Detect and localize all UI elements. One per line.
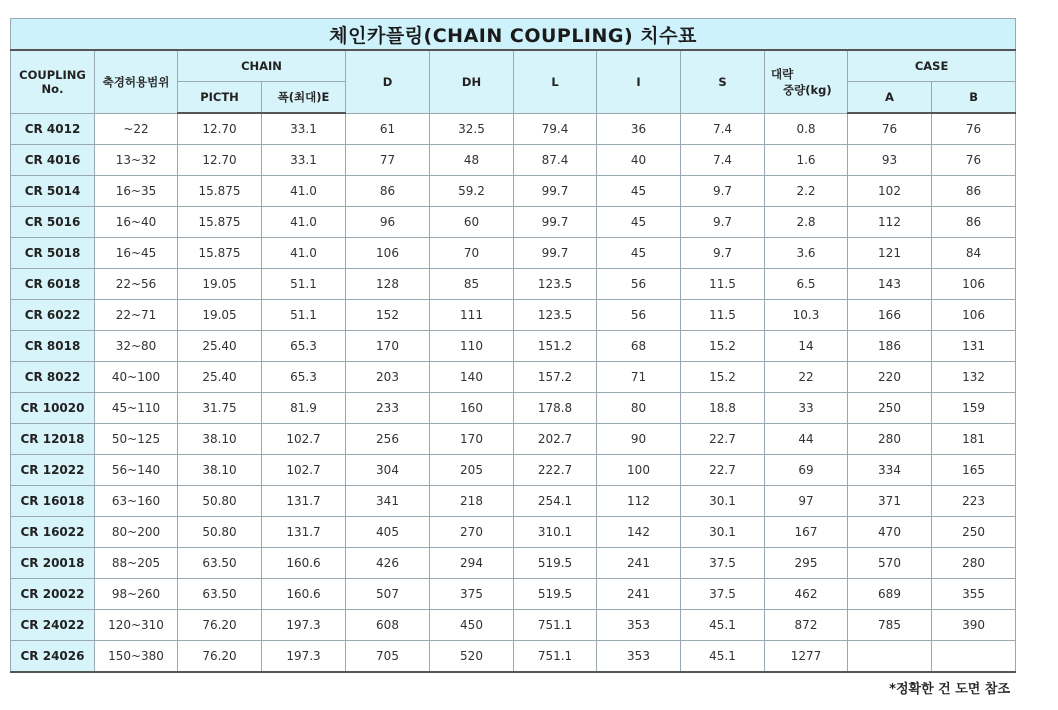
cell-pitch: 15.875 bbox=[178, 207, 262, 238]
cell-d: 256 bbox=[346, 424, 430, 455]
cell-b bbox=[932, 641, 1016, 673]
cell-s: 9.7 bbox=[681, 207, 765, 238]
header-width: 폭(최대)E bbox=[262, 82, 346, 114]
cell-d: 152 bbox=[346, 300, 430, 331]
cell-d: 507 bbox=[346, 579, 430, 610]
table-row bbox=[11, 269, 1016, 300]
cell-weight: 2.2 bbox=[765, 176, 848, 207]
cell-pitch: 76.20 bbox=[178, 610, 262, 641]
cell-a: 93 bbox=[848, 145, 932, 176]
header-case: CASE bbox=[848, 50, 1016, 82]
cell-dh: 140 bbox=[430, 362, 514, 393]
cell-weight: 97 bbox=[765, 486, 848, 517]
cell-width: 160.6 bbox=[262, 548, 346, 579]
cell-width: 197.3 bbox=[262, 641, 346, 673]
cell-l: 99.7 bbox=[514, 238, 597, 269]
cell-no: CR 5016 bbox=[11, 207, 95, 238]
cell-no: CR 4016 bbox=[11, 145, 95, 176]
cell-no: CR 24026 bbox=[11, 641, 95, 673]
cell-no: CR 8022 bbox=[11, 362, 95, 393]
cell-s: 22.7 bbox=[681, 424, 765, 455]
header-d: D bbox=[346, 50, 430, 113]
cell-b: 106 bbox=[932, 269, 1016, 300]
cell-l: 254.1 bbox=[514, 486, 597, 517]
cell-d: 608 bbox=[346, 610, 430, 641]
cell-l: 751.1 bbox=[514, 610, 597, 641]
cell-i: 353 bbox=[597, 610, 681, 641]
cell-dh: 48 bbox=[430, 145, 514, 176]
table-row bbox=[11, 579, 1016, 610]
cell-a: 112 bbox=[848, 207, 932, 238]
cell-a: 470 bbox=[848, 517, 932, 548]
cell-no: CR 6018 bbox=[11, 269, 95, 300]
cell-d: 405 bbox=[346, 517, 430, 548]
cell-no: CR 12022 bbox=[11, 455, 95, 486]
cell-range: 50~125 bbox=[95, 424, 178, 455]
footnote: *정확한 건 도면 참조 bbox=[889, 682, 1010, 697]
cell-i: 100 bbox=[597, 455, 681, 486]
dimension-sheet bbox=[10, 18, 1015, 673]
cell-s: 22.7 bbox=[681, 455, 765, 486]
cell-dh: 32.5 bbox=[430, 113, 514, 145]
cell-a: 334 bbox=[848, 455, 932, 486]
cell-i: 36 bbox=[597, 113, 681, 145]
cell-dh: 218 bbox=[430, 486, 514, 517]
table-row bbox=[11, 331, 1016, 362]
cell-b: 250 bbox=[932, 517, 1016, 548]
cell-a bbox=[848, 641, 932, 673]
cell-l: 519.5 bbox=[514, 548, 597, 579]
cell-weight: 462 bbox=[765, 579, 848, 610]
cell-dh: 160 bbox=[430, 393, 514, 424]
table-row bbox=[11, 176, 1016, 207]
cell-range: 13~32 bbox=[95, 145, 178, 176]
cell-pitch: 31.75 bbox=[178, 393, 262, 424]
cell-weight: 6.5 bbox=[765, 269, 848, 300]
cell-d: 233 bbox=[346, 393, 430, 424]
cell-pitch: 15.875 bbox=[178, 238, 262, 269]
cell-width: 41.0 bbox=[262, 176, 346, 207]
cell-a: 371 bbox=[848, 486, 932, 517]
cell-pitch: 19.05 bbox=[178, 300, 262, 331]
header-chain: CHAIN bbox=[178, 50, 346, 82]
cell-i: 112 bbox=[597, 486, 681, 517]
cell-no: CR 8018 bbox=[11, 331, 95, 362]
cell-width: 41.0 bbox=[262, 207, 346, 238]
cell-dh: 375 bbox=[430, 579, 514, 610]
cell-weight: 872 bbox=[765, 610, 848, 641]
cell-weight: 3.6 bbox=[765, 238, 848, 269]
cell-s: 11.5 bbox=[681, 300, 765, 331]
cell-l: 202.7 bbox=[514, 424, 597, 455]
cell-l: 151.2 bbox=[514, 331, 597, 362]
cell-width: 197.3 bbox=[262, 610, 346, 641]
cell-l: 79.4 bbox=[514, 113, 597, 145]
cell-no: CR 16022 bbox=[11, 517, 95, 548]
cell-l: 157.2 bbox=[514, 362, 597, 393]
cell-d: 86 bbox=[346, 176, 430, 207]
cell-dh: 59.2 bbox=[430, 176, 514, 207]
cell-pitch: 63.50 bbox=[178, 579, 262, 610]
cell-range: 32~80 bbox=[95, 331, 178, 362]
cell-i: 80 bbox=[597, 393, 681, 424]
cell-s: 9.7 bbox=[681, 176, 765, 207]
cell-d: 170 bbox=[346, 331, 430, 362]
cell-s: 37.5 bbox=[681, 548, 765, 579]
cell-no: CR 24022 bbox=[11, 610, 95, 641]
cell-weight: 295 bbox=[765, 548, 848, 579]
cell-dh: 70 bbox=[430, 238, 514, 269]
cell-b: 76 bbox=[932, 145, 1016, 176]
cell-l: 222.7 bbox=[514, 455, 597, 486]
header-weight-line1: 대략 bbox=[771, 66, 794, 81]
cell-b: 280 bbox=[932, 548, 1016, 579]
cell-d: 128 bbox=[346, 269, 430, 300]
cell-range: 80~200 bbox=[95, 517, 178, 548]
cell-range: 40~100 bbox=[95, 362, 178, 393]
table-row bbox=[11, 610, 1016, 641]
table-row bbox=[11, 424, 1016, 455]
cell-no: CR 5014 bbox=[11, 176, 95, 207]
cell-d: 304 bbox=[346, 455, 430, 486]
cell-range: 150~380 bbox=[95, 641, 178, 673]
cell-width: 33.1 bbox=[262, 145, 346, 176]
cell-a: 121 bbox=[848, 238, 932, 269]
cell-pitch: 25.40 bbox=[178, 362, 262, 393]
cell-s: 45.1 bbox=[681, 610, 765, 641]
cell-d: 426 bbox=[346, 548, 430, 579]
cell-no: CR 10020 bbox=[11, 393, 95, 424]
cell-i: 142 bbox=[597, 517, 681, 548]
cell-dh: 450 bbox=[430, 610, 514, 641]
cell-pitch: 63.50 bbox=[178, 548, 262, 579]
cell-width: 51.1 bbox=[262, 269, 346, 300]
cell-dh: 170 bbox=[430, 424, 514, 455]
cell-d: 77 bbox=[346, 145, 430, 176]
cell-width: 102.7 bbox=[262, 424, 346, 455]
cell-weight: 14 bbox=[765, 331, 848, 362]
cell-d: 705 bbox=[346, 641, 430, 673]
cell-b: 132 bbox=[932, 362, 1016, 393]
cell-d: 61 bbox=[346, 113, 430, 145]
cell-pitch: 50.80 bbox=[178, 517, 262, 548]
header-pitch: PICTH bbox=[178, 82, 262, 114]
cell-dh: 60 bbox=[430, 207, 514, 238]
header-case-b: B bbox=[932, 82, 1016, 114]
cell-range: 56~140 bbox=[95, 455, 178, 486]
cell-range: 22~71 bbox=[95, 300, 178, 331]
cell-s: 15.2 bbox=[681, 331, 765, 362]
cell-a: 143 bbox=[848, 269, 932, 300]
cell-width: 81.9 bbox=[262, 393, 346, 424]
cell-range: 120~310 bbox=[95, 610, 178, 641]
cell-s: 37.5 bbox=[681, 579, 765, 610]
table-row bbox=[11, 393, 1016, 424]
cell-d: 203 bbox=[346, 362, 430, 393]
cell-pitch: 19.05 bbox=[178, 269, 262, 300]
table-row bbox=[11, 641, 1016, 673]
cell-no: CR 6022 bbox=[11, 300, 95, 331]
cell-a: 785 bbox=[848, 610, 932, 641]
header-l: L bbox=[514, 50, 597, 113]
table-body bbox=[11, 113, 1016, 672]
cell-width: 41.0 bbox=[262, 238, 346, 269]
cell-d: 106 bbox=[346, 238, 430, 269]
cell-weight: 22 bbox=[765, 362, 848, 393]
cell-a: 76 bbox=[848, 113, 932, 145]
cell-l: 519.5 bbox=[514, 579, 597, 610]
table-row bbox=[11, 238, 1016, 269]
cell-l: 99.7 bbox=[514, 176, 597, 207]
cell-i: 71 bbox=[597, 362, 681, 393]
cell-no: CR 5018 bbox=[11, 238, 95, 269]
cell-pitch: 15.875 bbox=[178, 176, 262, 207]
cell-weight: 167 bbox=[765, 517, 848, 548]
cell-width: 160.6 bbox=[262, 579, 346, 610]
cell-b: 76 bbox=[932, 113, 1016, 145]
cell-range: 16~40 bbox=[95, 207, 178, 238]
cell-i: 241 bbox=[597, 579, 681, 610]
cell-weight: 1277 bbox=[765, 641, 848, 673]
cell-i: 68 bbox=[597, 331, 681, 362]
cell-range: ~22 bbox=[95, 113, 178, 145]
cell-s: 30.1 bbox=[681, 517, 765, 548]
header-bore-range: 축경허용범위 bbox=[95, 50, 178, 113]
cell-a: 220 bbox=[848, 362, 932, 393]
cell-s: 11.5 bbox=[681, 269, 765, 300]
cell-a: 186 bbox=[848, 331, 932, 362]
cell-i: 56 bbox=[597, 300, 681, 331]
cell-weight: 0.8 bbox=[765, 113, 848, 145]
cell-s: 18.8 bbox=[681, 393, 765, 424]
cell-i: 45 bbox=[597, 238, 681, 269]
header-s: S bbox=[681, 50, 765, 113]
cell-i: 353 bbox=[597, 641, 681, 673]
cell-weight: 1.6 bbox=[765, 145, 848, 176]
table-row bbox=[11, 113, 1016, 145]
cell-range: 45~110 bbox=[95, 393, 178, 424]
cell-i: 241 bbox=[597, 548, 681, 579]
cell-l: 87.4 bbox=[514, 145, 597, 176]
cell-range: 63~160 bbox=[95, 486, 178, 517]
cell-no: CR 20018 bbox=[11, 548, 95, 579]
cell-weight: 69 bbox=[765, 455, 848, 486]
cell-range: 16~45 bbox=[95, 238, 178, 269]
cell-range: 22~56 bbox=[95, 269, 178, 300]
header-coupling-no bbox=[11, 50, 95, 113]
cell-b: 159 bbox=[932, 393, 1016, 424]
cell-range: 98~260 bbox=[95, 579, 178, 610]
cell-no: CR 4012 bbox=[11, 113, 95, 145]
cell-i: 45 bbox=[597, 176, 681, 207]
cell-no: CR 16018 bbox=[11, 486, 95, 517]
cell-a: 280 bbox=[848, 424, 932, 455]
cell-dh: 85 bbox=[430, 269, 514, 300]
cell-s: 7.4 bbox=[681, 145, 765, 176]
cell-a: 102 bbox=[848, 176, 932, 207]
cell-weight: 44 bbox=[765, 424, 848, 455]
cell-s: 45.1 bbox=[681, 641, 765, 673]
cell-dh: 111 bbox=[430, 300, 514, 331]
cell-d: 341 bbox=[346, 486, 430, 517]
header-weight-line2: 중량(kg) bbox=[783, 82, 832, 97]
cell-width: 65.3 bbox=[262, 362, 346, 393]
table-row bbox=[11, 362, 1016, 393]
cell-s: 7.4 bbox=[681, 113, 765, 145]
cell-a: 689 bbox=[848, 579, 932, 610]
cell-l: 99.7 bbox=[514, 207, 597, 238]
cell-no: CR 12018 bbox=[11, 424, 95, 455]
cell-a: 570 bbox=[848, 548, 932, 579]
header-case-a: A bbox=[848, 82, 932, 114]
cell-dh: 205 bbox=[430, 455, 514, 486]
cell-pitch: 76.20 bbox=[178, 641, 262, 673]
table-row bbox=[11, 455, 1016, 486]
cell-pitch: 50.80 bbox=[178, 486, 262, 517]
table-row bbox=[11, 517, 1016, 548]
table-row bbox=[11, 548, 1016, 579]
cell-width: 131.7 bbox=[262, 517, 346, 548]
cell-l: 123.5 bbox=[514, 300, 597, 331]
cell-width: 102.7 bbox=[262, 455, 346, 486]
cell-b: 84 bbox=[932, 238, 1016, 269]
cell-b: 223 bbox=[932, 486, 1016, 517]
cell-b: 390 bbox=[932, 610, 1016, 641]
cell-b: 86 bbox=[932, 176, 1016, 207]
table-row bbox=[11, 300, 1016, 331]
cell-i: 56 bbox=[597, 269, 681, 300]
cell-l: 751.1 bbox=[514, 641, 597, 673]
cell-weight: 2.8 bbox=[765, 207, 848, 238]
cell-dh: 520 bbox=[430, 641, 514, 673]
header-i: I bbox=[597, 50, 681, 113]
cell-s: 9.7 bbox=[681, 238, 765, 269]
cell-width: 131.7 bbox=[262, 486, 346, 517]
cell-width: 33.1 bbox=[262, 113, 346, 145]
cell-pitch: 12.70 bbox=[178, 113, 262, 145]
cell-pitch: 12.70 bbox=[178, 145, 262, 176]
cell-i: 45 bbox=[597, 207, 681, 238]
cell-weight: 10.3 bbox=[765, 300, 848, 331]
table-row bbox=[11, 207, 1016, 238]
cell-no: CR 20022 bbox=[11, 579, 95, 610]
cell-i: 90 bbox=[597, 424, 681, 455]
cell-width: 65.3 bbox=[262, 331, 346, 362]
cell-l: 123.5 bbox=[514, 269, 597, 300]
table-title: 체인카플링(CHAIN COUPLING) 치수표 bbox=[11, 19, 1016, 51]
cell-s: 15.2 bbox=[681, 362, 765, 393]
chain-coupling-dimension-table bbox=[10, 18, 1016, 673]
cell-weight: 33 bbox=[765, 393, 848, 424]
cell-a: 250 bbox=[848, 393, 932, 424]
cell-pitch: 38.10 bbox=[178, 455, 262, 486]
table-row bbox=[11, 486, 1016, 517]
cell-d: 96 bbox=[346, 207, 430, 238]
cell-width: 51.1 bbox=[262, 300, 346, 331]
header-dh: DH bbox=[430, 50, 514, 113]
cell-dh: 110 bbox=[430, 331, 514, 362]
header-coupling-line2: No. bbox=[41, 81, 64, 96]
cell-dh: 294 bbox=[430, 548, 514, 579]
cell-b: 131 bbox=[932, 331, 1016, 362]
cell-l: 310.1 bbox=[514, 517, 597, 548]
cell-s: 30.1 bbox=[681, 486, 765, 517]
cell-b: 86 bbox=[932, 207, 1016, 238]
table-row bbox=[11, 145, 1016, 176]
cell-range: 16~35 bbox=[95, 176, 178, 207]
cell-pitch: 38.10 bbox=[178, 424, 262, 455]
cell-range: 88~205 bbox=[95, 548, 178, 579]
cell-i: 40 bbox=[597, 145, 681, 176]
cell-dh: 270 bbox=[430, 517, 514, 548]
cell-a: 166 bbox=[848, 300, 932, 331]
header-coupling-line1: COUPLING bbox=[19, 67, 86, 82]
header-weight bbox=[765, 50, 848, 113]
cell-l: 178.8 bbox=[514, 393, 597, 424]
cell-b: 106 bbox=[932, 300, 1016, 331]
cell-b: 355 bbox=[932, 579, 1016, 610]
cell-pitch: 25.40 bbox=[178, 331, 262, 362]
cell-b: 181 bbox=[932, 424, 1016, 455]
cell-b: 165 bbox=[932, 455, 1016, 486]
